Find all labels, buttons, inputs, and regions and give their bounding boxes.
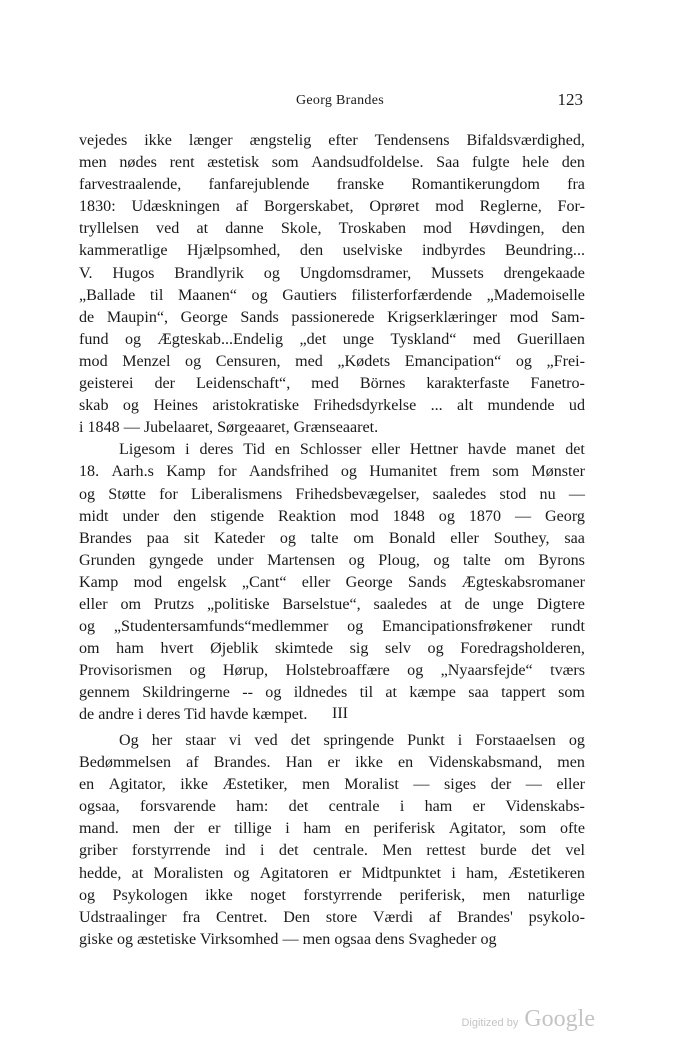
text-line: Brandes paa sit Kateder og talte om Bonald eller Southey, saa — [79, 529, 585, 547]
text-line: tryllelsen ved at danne Skole, Troskaben mod Høvdingen, den — [79, 220, 585, 238]
text-line: de andre i deres Tid havde kæmpet. — [79, 706, 308, 724]
text-line: Udstraalinger fra Centret. Den store Værdi af Brandes' psykolo- — [79, 908, 585, 926]
text-line: kammeratlige Hjælpsomhed, den uselviske indbyrdes Beundring... — [79, 242, 585, 260]
paragraph — [79, 130, 585, 439]
page-number: 123 — [557, 90, 583, 109]
paragraph — [79, 730, 585, 951]
running-title: Georg Brandes — [295, 93, 384, 108]
body-text-before — [79, 130, 585, 727]
body-text-after — [79, 730, 585, 951]
text-line: vejedes ikke længer ængstelig efter Tendensens Bifaldsværdighed, — [79, 132, 585, 149]
text-line: hedde, at Moralisten og Agitatoren er Midtpunktet i ham, Æstetikeren — [79, 864, 585, 882]
text-line: de Maupin“, George Sands passionerede Krigserklæringer mod Sam- — [79, 308, 585, 326]
text-line: geisterei der Leidenschaft“, med Börnes karakterfaste Fanetro- — [79, 375, 585, 393]
text-line: „Ballade til Maanen“ og Gautiers filisterforfærdende „Mademoiselle — [79, 286, 585, 304]
text-line: 18. Aarh.s Kamp for Aandsfrihed og Humanitet frem som Mønster — [79, 463, 585, 481]
text-line: skab og Heines aristokratiske Frihedsdyrkelse ... alt mundende ud — [79, 397, 585, 415]
text-line: og Psykologen ikke noget forstyrrende periferisk, men naturlige — [79, 886, 585, 904]
paragraph — [79, 439, 585, 726]
text-line: mand. men der er tillige i ham en periferisk Agitator, som ofte — [79, 820, 585, 838]
text-line: fund og Ægteskab...Endelig „det unge Tyskland“ med Guerillaen — [79, 330, 585, 348]
text-line: V. Hugos Brandlyrik og Ungdomsdramer, Mussets drengekaade — [79, 264, 585, 282]
text-line: giske og æstetiske Virksomhed — men ogsaa dens Svagheder og — [79, 930, 497, 948]
text-line: 1830: Udæskningen af Borgerskabet, Oprøret mod Reglerne, For- — [79, 198, 585, 216]
google-logo: Google — [524, 1006, 595, 1032]
text-line: Bedømmelsen af Brandes. Han er ikke en Videnskabsmand, men — [79, 754, 585, 772]
text-line: Provisorismen og Hørup, Holstebroaffære og „Nyaarsfejde“ tværs — [79, 662, 585, 680]
text-line: Grunden gyngede under Martensen og Ploug, og talte om Byrons — [79, 551, 585, 569]
watermark-prefix: Digitized by — [461, 1017, 519, 1029]
text-line: farvestraalende, fanfarejublende franske Romantikerungdom fra — [79, 176, 585, 194]
text-line: eller om Prutzs „politiske Barselstue“, saaledes at de unge Digtere — [79, 595, 585, 613]
text-line: Ligesom i deres Tid en Schlosser eller Hettner havde manet det — [119, 441, 585, 459]
text-line: i 1848 — Jubelaaret, Sørgeaaret, Grænseaaret. — [79, 419, 379, 437]
text-line: mod Menzel og Censuren, med „Kødets Emancipation“ og „Frei- — [79, 352, 585, 370]
text-line: Kamp mod engelsk „Cant“ eller George Sands Ægteskabsromaner — [79, 573, 585, 591]
text-line: gennem Skildringerne -- og ildnedes til at kæmpe saa tappert som — [79, 684, 585, 702]
text-line: midt under den stigende Reaktion mod 1848 og 1870 — Georg — [79, 507, 585, 525]
section-heading: III — [332, 705, 348, 722]
text-line: griber forstyrrende ind i det centrale. Men rettest burde det vel — [79, 842, 585, 860]
text-line: og „Studentersamfunds“medlemmer og Emancipationsfrøkener rundt — [79, 618, 585, 636]
text-line: ogsaa, forsvarende ham: det centrale i ham er Videnskabs- — [79, 798, 585, 816]
digitized-by-watermark — [461, 1006, 595, 1033]
text-line: om ham hvert Øjeblik skimtede sig selv og Foredragsholderen, — [79, 640, 585, 658]
text-line: og Støtte for Liberalismens Frihedsbevægelser, saaledes stod nu — — [79, 485, 585, 503]
text-line: Og her staar vi ved det springende Punkt i Forstaaelsen og — [119, 732, 585, 749]
text-line: en Agitator, ikke Æstetiker, men Moralist — siges der — eller — [79, 776, 585, 794]
text-line: men nødes rent æstetisk som Aandsudfoldelse. Saa fulgte hele den — [79, 154, 585, 172]
